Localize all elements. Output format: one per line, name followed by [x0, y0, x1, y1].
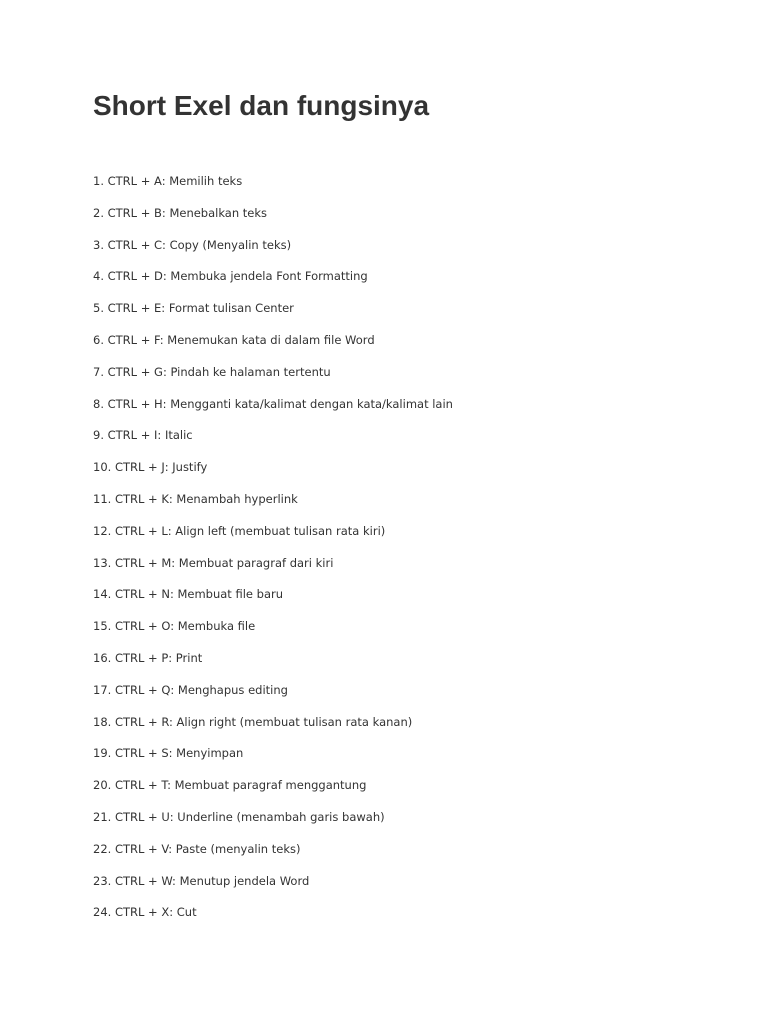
list-item: 12. CTRL + L: Align left (membuat tulisan rata kiri) [93, 523, 386, 538]
list-item: 4. CTRL + D: Membuka jendela Font Formatting [93, 269, 368, 284]
list-item: 14. CTRL + N: Membuat file baru [93, 587, 284, 602]
list-item: 21. CTRL + U: Underline (menambah garis bawah) [93, 809, 385, 824]
shortcut-list [93, 172, 453, 935]
list-item: 6. CTRL + F: Menemukan kata di dalam file Word [93, 332, 375, 347]
list-item: 3. CTRL + C: Copy (Menyalin teks) [93, 237, 292, 252]
list-item: 11. CTRL + K: Menambah hyperlink [93, 491, 298, 506]
list-item: 20. CTRL + T: Membuat paragraf menggantung [93, 778, 367, 793]
list-item: 22. CTRL + V: Paste (menyalin teks) [93, 841, 301, 856]
list-item: 18. CTRL + R: Align right (membuat tulisan rata kanan) [93, 714, 413, 729]
list-item: 10. CTRL + J: Justify [93, 460, 208, 475]
list-item: 17. CTRL + Q: Menghapus editing [93, 682, 288, 697]
list-item: 9. CTRL + I: Italic [93, 428, 193, 443]
document-title: Short Exel dan fungsinya [93, 90, 430, 121]
list-item: 16. CTRL + P: Print [93, 650, 203, 665]
list-item: 2. CTRL + B: Menebalkan teks [93, 205, 268, 220]
list-item: 15. CTRL + O: Membuka file [93, 619, 256, 634]
list-item: 7. CTRL + G: Pindah ke halaman tertentu [93, 364, 331, 379]
list-item: 8. CTRL + H: Mengganti kata/kalimat dengan kata/kalimat lain [93, 396, 453, 411]
list-item: 13. CTRL + M: Membuat paragraf dari kiri [93, 555, 334, 570]
list-item: 24. CTRL + X: Cut [93, 905, 197, 920]
list-item: 5. CTRL + E: Format tulisan Center [93, 301, 294, 316]
list-item: 23. CTRL + W: Menutup jendela Word [93, 873, 310, 888]
list-item: 19. CTRL + S: Menyimpan [93, 746, 244, 761]
list-item: 1. CTRL + A: Memilih teks [93, 174, 243, 188]
